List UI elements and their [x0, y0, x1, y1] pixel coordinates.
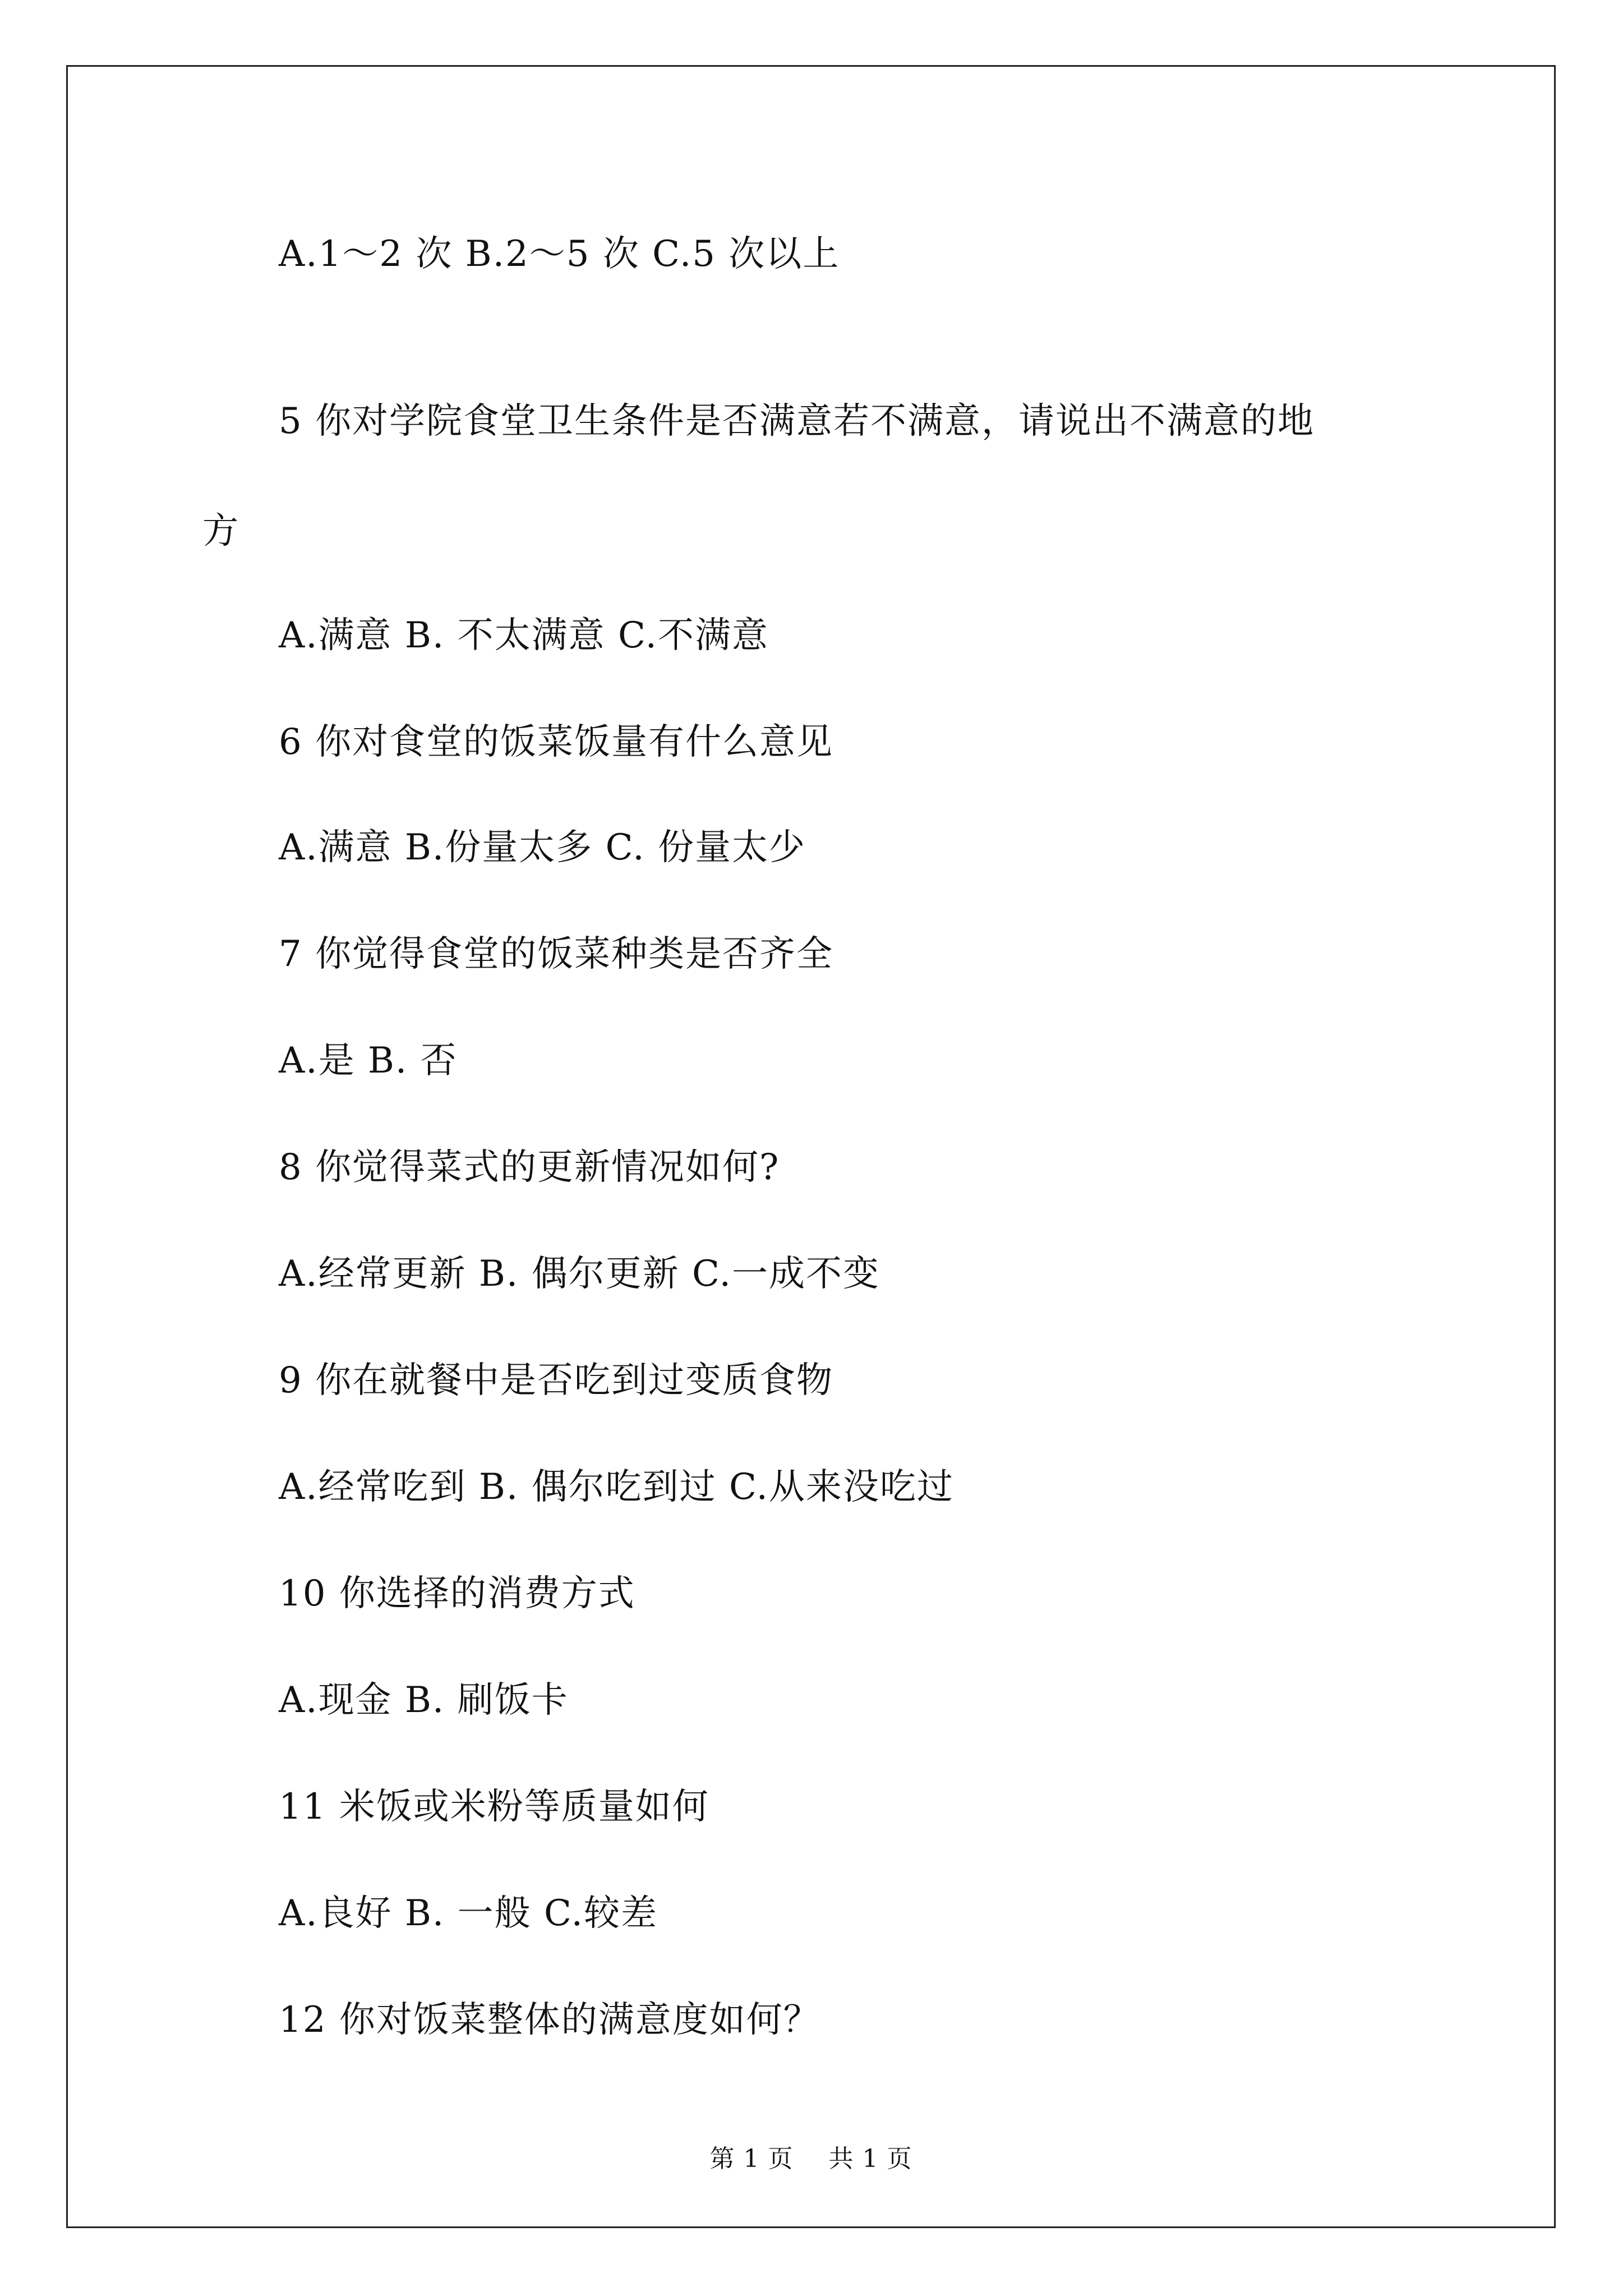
page-frame [66, 65, 1556, 2228]
question-5-line-2: 方 [202, 510, 239, 552]
question-9: 9 你在就餐中是否吃到过变质食物 [279, 1360, 834, 1401]
option-line-9: A.经常吃到 B. 偶尔吃到过 C.从来没吃过 [279, 1466, 954, 1508]
option-line-8: A.经常更新 B. 偶尔更新 C.一成不变 [279, 1253, 880, 1295]
question-8: 8 你觉得菜式的更新情况如何? [279, 1147, 780, 1188]
question-5-line-1: 5 你对学院食堂卫生条件是否满意若不满意，请说出不满意的地 [279, 401, 1315, 442]
question-12: 12 你对饭菜整体的满意度如何？ [279, 1999, 820, 2041]
option-line-6: A.满意 B.份量太多 C. 份量太少 [279, 827, 806, 868]
option-line-4: A.1～2 次 B.2～5 次 C.5 次以上 [279, 233, 840, 275]
document-body [68, 67, 1554, 2226]
option-line-10: A.现金 B. 刷饭卡 [279, 1680, 569, 1721]
question-10: 10 你选择的消费方式 [279, 1573, 635, 1614]
option-line-11: A.良好 B. 一般 C.较差 [279, 1893, 658, 1934]
question-11: 11 米饭或米粉等质量如何 [279, 1786, 709, 1828]
question-6: 6 你对食堂的饭菜饭量有什么意见 [279, 721, 834, 763]
option-line-7: A.是 B. 否 [279, 1040, 458, 1082]
page-number: 第 1 页 [709, 2145, 794, 2173]
page-footer [68, 2147, 1554, 2171]
page-total: 共 1 页 [828, 2145, 912, 2173]
option-line-5: A.满意 B. 不太满意 C.不满意 [279, 615, 769, 656]
question-7: 7 你觉得食堂的饭菜种类是否齐全 [279, 933, 834, 975]
